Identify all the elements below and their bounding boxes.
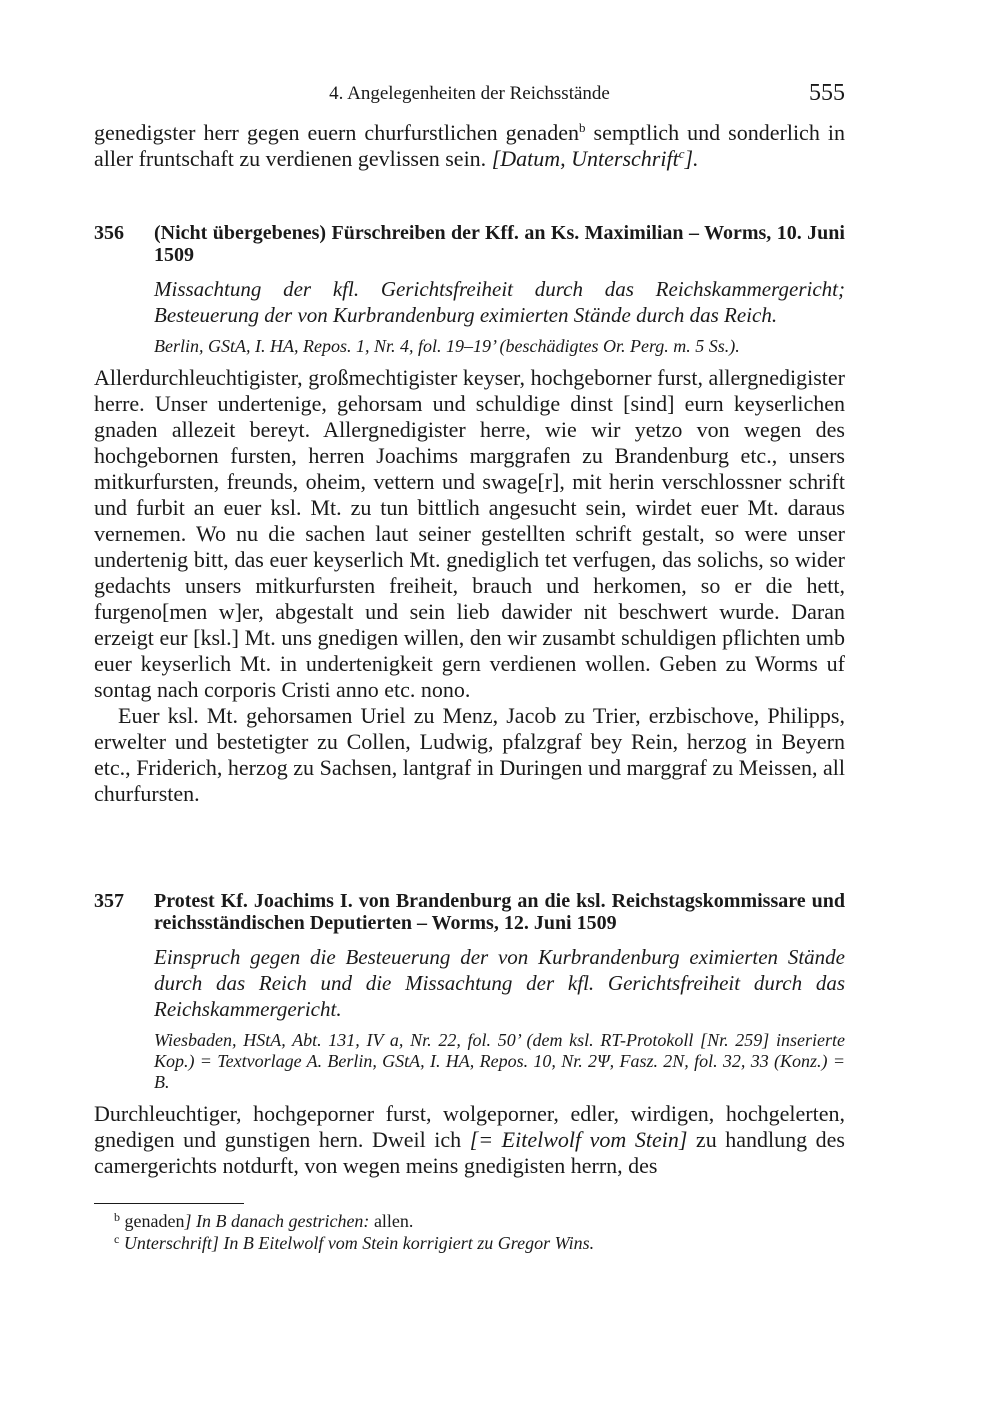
- footnote-mark: c: [114, 1232, 120, 1246]
- document-number: 356: [94, 222, 124, 244]
- footnote-divider: [94, 1203, 244, 1204]
- footnote-mark: b: [114, 1210, 120, 1224]
- document-heading: [94, 890, 845, 934]
- document-body: Allerdurchleuchtigister, großmechtigister keyser, hochgeborner furst, allergnedigister herre. Unser undertenige, gehorsam und schuldige dinst [sind] eurn keyserlichen gnaden allezeit bereyt. Allergnedigister herre, wie wir yetzo von wegen des hochgebornen fursten, herren Joachims marggrafen zu Brandenburg etc., unsers mitkurfursten, freunds, oheim, vettern und swage[r], mit herin verschlossner schrift und furbit an euer ksl. Mt. zu tun bittlich angesucht sein, wirdet euer Mt. daraus vernemen. Wo nu die sachen laut seiner gestellten schrift gestalt, so were unser undertenig bitt, das euer keyserlich Mt. gnediglich tet verfugen, das solichs, so wider gedachts unsers mitkurfursten freiheit, brauch und herkomen, so er die hett, furgeno[men w]er, abgestalt und sein lieb dawider nit beschwert wurde. Daran erzeigt eur [ksl.] Mt. uns gnedigen willen, den wir zusambt schuldigen pflichten umb euer keyserlich Mt. in undertenigkeit gern verdienen wollen. Geben zu Worms uf sontag nach corporis Cristi anno etc. nono.: [94, 365, 845, 702]
- document-title: Protest Kf. Joachims I. von Brandenburg an die ksl. Reichstagskommissare und reichsständischen Deputierten – Worms, 12. Juni 1509: [154, 890, 845, 934]
- page-number: 555: [809, 80, 845, 106]
- document-source: Wiesbaden, HStA, Abt. 131, IV a, Nr. 22, fol. 50’ (dem ksl. RT-Protokoll [Nr. 259] inserierte Kop.) = Textvorlage A. Berlin, GStA, I. HA, Repos. 10, Nr. 2Ψ, Fasz. 2N, fol. 32, 33 (Konz.) = B.: [154, 1030, 845, 1092]
- running-title: 4. Angelegenheiten der Reichsstände: [329, 83, 610, 104]
- running-head: [94, 80, 845, 108]
- document-regest: Missachtung der kfl. Gerichtsfreiheit durch das Reichskammergericht; Besteuerung der von Kurbrandenburg eximierten Stände durch das Reich.: [154, 277, 845, 327]
- document-body-signatories: Euer ksl. Mt. gehorsamen Uriel zu Menz, Jacob zu Trier, erzbischove, Philipps, erwelter und bestetigter zu Collen, Ludwig, pfalzgraf bey Rein, herzog in Beyern etc., Friderich, herzog zu Sachsen, lantgraf in Duringen und marggraf zu Meissen, all churfursten.: [94, 703, 845, 806]
- document-entry-356: [94, 222, 845, 807]
- footnote-lemma: genaden: [124, 1211, 185, 1231]
- document-number: 357: [94, 890, 124, 912]
- document-heading: [94, 222, 845, 266]
- document-source: Berlin, GStA, I. HA, Repos. 1, Nr. 4, fol. 19–19’ (beschädigtes Or. Perg. m. 5 Ss.).: [154, 336, 740, 356]
- continuation-text-part: semptlich und sonderlich in aller fruntschaft zu verdienen gevlissen sein.: [94, 120, 845, 171]
- editorial-note: [Datum, Unterschrift$^c$].: [491, 146, 699, 171]
- continuation-text: [94, 120, 845, 172]
- footnote-note: ] In B danach gestrichen:: [184, 1211, 370, 1231]
- editorial-note: [= Eitelwolf vom Stein]: [469, 1127, 688, 1152]
- continuation-paragraph: [94, 120, 845, 172]
- footnote-ref-b: b: [578, 120, 586, 135]
- body-text-part: zu handlung des camergerichts notdurft, von wegen meins gnedigisten herrn, des: [94, 1127, 845, 1178]
- footnote-ref-c: c: [678, 146, 685, 161]
- document-regest: Einspruch gegen die Besteuerung der von Kurbrandenburg eximierten Stände durch das Reich und die Missachtung der kfl. Gerichtsfreiheit durch das Reichskammergericht.: [154, 945, 845, 1021]
- footnote-lemma: Unterschrift: [123, 1233, 212, 1253]
- footnotes: [114, 1210, 845, 1254]
- document-body: [94, 1101, 845, 1179]
- document-entry-357: [94, 890, 845, 1179]
- footnote-note-rest: allen.: [369, 1211, 414, 1231]
- document-title: (Nicht übergebenes) Fürschreiben der Kff. an Ks. Maximilian – Worms, 10. Juni 1509: [154, 222, 845, 266]
- continuation-text-part: genedigster herr gegen euern churfurstlichen genaden: [94, 120, 579, 145]
- body-text-part: Durchleuchtiger, hochgeporner furst, wolgeporner, edler, wirdigen, hochgelerten, gnedigen und gunstigen hern. Dweil ich: [94, 1101, 845, 1152]
- footnote-c: [114, 1232, 845, 1254]
- footnote-note: ] In B Eitelwolf vom Stein korrigiert zu Gregor Wins.: [211, 1233, 595, 1253]
- footnote-b: [114, 1210, 845, 1232]
